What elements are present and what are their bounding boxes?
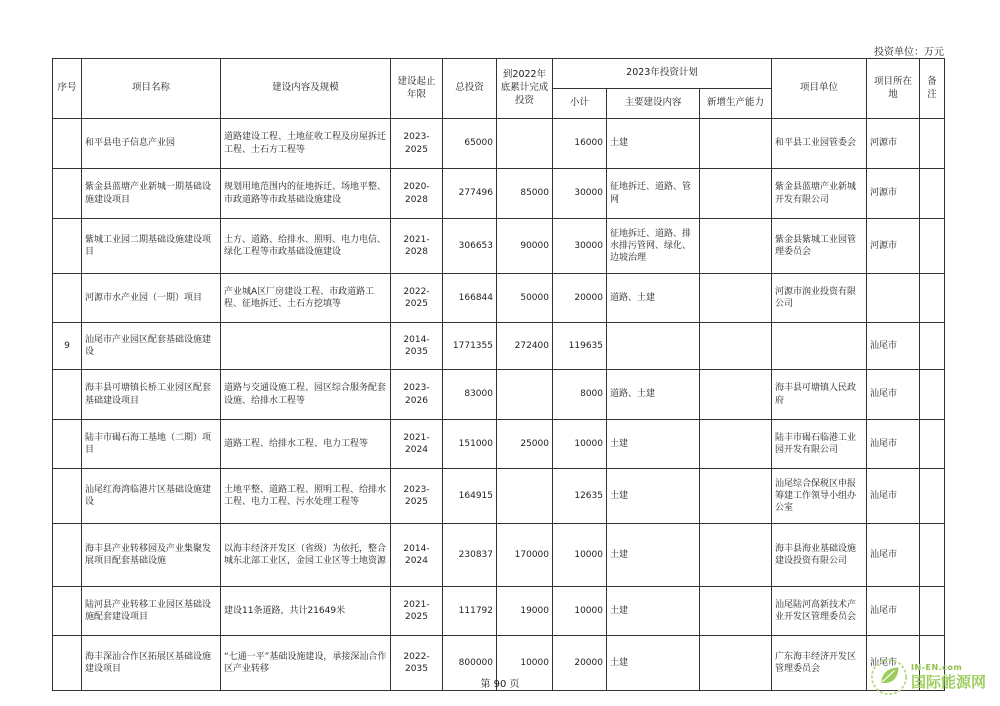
total-cell: 164915 — [443, 469, 497, 524]
investment-unit-label: 投资单位：万元 — [874, 47, 944, 58]
total-cell: 83000 — [443, 370, 497, 420]
subtotal-cell: 30000 — [553, 219, 607, 274]
table-row — [53, 219, 945, 274]
header-unit: 项目单位 — [772, 59, 867, 119]
table-row — [53, 119, 945, 169]
note-cell — [920, 119, 945, 169]
main-content-cell: 征地拆迁、道路、管网 — [607, 169, 700, 219]
main-content-cell — [607, 323, 700, 370]
total-cell: 65000 — [443, 119, 497, 169]
capacity-cell — [700, 219, 772, 274]
table-row — [53, 524, 945, 587]
main-content-cell: 土建 — [607, 524, 700, 587]
location-cell: 汕尾市 — [867, 323, 920, 370]
content-cell: 规划用地范围内的征地拆迁、场地平整、市政道路等市政基础设施建设 — [221, 169, 391, 219]
capacity-cell — [700, 469, 772, 524]
subtotal-cell: 8000 — [553, 370, 607, 420]
note-cell — [920, 420, 945, 469]
completed-cell: 90000 — [497, 219, 553, 274]
header-subtotal: 小计 — [553, 89, 607, 119]
capacity-cell — [700, 169, 772, 219]
name-cell: 陆丰市碣石海工基地（二期）项目 — [82, 420, 221, 469]
total-cell: 306653 — [443, 219, 497, 274]
note-cell — [920, 219, 945, 274]
header-location: 项目所在地 — [867, 59, 920, 119]
note-cell — [920, 587, 945, 636]
name-cell: 海丰县可塘镇长桥工业园区配套基础建设项目 — [82, 370, 221, 420]
leaf-logo-icon — [870, 658, 908, 696]
content-cell: 土地平整、道路工程、照明工程、给排水工程、电力工程、污水处理工程等 — [221, 469, 391, 524]
seq-cell — [53, 587, 82, 636]
unit-cell: 广东海丰经济开发区管理委员会 — [772, 636, 867, 691]
main-content-cell: 土建 — [607, 469, 700, 524]
capacity-cell — [700, 274, 772, 323]
location-cell: 河源市 — [867, 219, 920, 274]
seq-cell — [53, 469, 82, 524]
name-cell: 和平县电子信息产业园 — [82, 119, 221, 169]
main-content-cell: 道路、土建 — [607, 370, 700, 420]
header-plan-2023: 2023年投资计划 — [553, 59, 772, 89]
page-number: 第 90 页 — [480, 679, 520, 690]
years-cell: 2023-2025 — [391, 469, 443, 524]
unit-cell: 陆丰市碣石临港工业园开发有限公司 — [772, 420, 867, 469]
location-cell: 汕尾市 — [867, 469, 920, 524]
watermark — [870, 658, 986, 696]
location-cell: 汕尾市 — [867, 587, 920, 636]
subtotal-cell: 12635 — [553, 469, 607, 524]
unit-cell: 海丰县可塘镇人民政府 — [772, 370, 867, 420]
main-content-cell: 土建 — [607, 420, 700, 469]
completed-cell: 25000 — [497, 420, 553, 469]
unit-cell: 和平县工业园管委会 — [772, 119, 867, 169]
years-cell: 2014-2035 — [391, 323, 443, 370]
subtotal-cell: 20000 — [553, 274, 607, 323]
content-cell: “七通一平”基础设施建设，承接深汕合作区产业转移 — [221, 636, 391, 691]
content-cell: 以海丰经济开发区（省级）为依托，整合城东北部工业区，金园工业区等土地资源 — [221, 524, 391, 587]
capacity-cell — [700, 323, 772, 370]
capacity-cell — [700, 420, 772, 469]
total-cell: 277496 — [443, 169, 497, 219]
seq-cell — [53, 119, 82, 169]
table-body — [53, 119, 945, 691]
seq-cell — [53, 370, 82, 420]
location-cell: 汕尾市 — [867, 636, 920, 691]
location-cell: 汕尾市 — [867, 524, 920, 587]
content-cell: 建设11条道路，共计21649米 — [221, 587, 391, 636]
note-cell — [920, 370, 945, 420]
table-row — [53, 169, 945, 219]
name-cell: 海丰县产业转移园及产业集聚发展项目配套基础设施 — [82, 524, 221, 587]
table-row — [53, 323, 945, 370]
header-seq: 序号 — [53, 59, 82, 119]
table-row — [53, 274, 945, 323]
name-cell: 紫城工业园二期基础设施建设项目 — [82, 219, 221, 274]
header-name: 项目名称 — [82, 59, 221, 119]
location-cell: 河源市 — [867, 169, 920, 219]
years-cell: 2023-2026 — [391, 370, 443, 420]
total-cell: 166844 — [443, 274, 497, 323]
watermark-name: 国际能源网 — [910, 673, 986, 691]
completed-cell: 19000 — [497, 587, 553, 636]
years-cell: 2021-2024 — [391, 420, 443, 469]
completed-cell — [497, 119, 553, 169]
total-cell: 1771355 — [443, 323, 497, 370]
header-main-content: 主要建设内容 — [607, 89, 700, 119]
completed-cell: 272400 — [497, 323, 553, 370]
seq-cell: 9 — [53, 323, 82, 370]
seq-cell — [53, 219, 82, 274]
main-content-cell: 道路、土建 — [607, 274, 700, 323]
unit-cell: 汕尾综合保税区申报筹建工作领导小组办公室 — [772, 469, 867, 524]
unit-cell — [772, 323, 867, 370]
unit-cell: 紫金县蓝塘产业新城开发有限公司 — [772, 169, 867, 219]
subtotal-cell: 119635 — [553, 323, 607, 370]
subtotal-cell: 10000 — [553, 587, 607, 636]
name-cell: 汕尾红海湾临港片区基础设施建设 — [82, 469, 221, 524]
header-years: 建设起止年限 — [391, 59, 443, 119]
watermark-domain: IN-EN.com — [910, 663, 963, 672]
location-cell — [867, 274, 920, 323]
note-cell — [920, 169, 945, 219]
content-cell: 产业城A区厂房建设工程、市政道路工程、征地拆迁、土石方挖填等 — [221, 274, 391, 323]
completed-cell: 10000 — [497, 636, 553, 691]
total-cell: 111792 — [443, 587, 497, 636]
unit-cell: 河源市润业投资有限公司 — [772, 274, 867, 323]
years-cell: 2023-2025 — [391, 119, 443, 169]
seq-cell — [53, 524, 82, 587]
table-row — [53, 420, 945, 469]
subtotal-cell: 10000 — [553, 524, 607, 587]
unit-cell: 海丰县海业基础设施建设投资有限公司 — [772, 524, 867, 587]
capacity-cell — [700, 524, 772, 587]
table-row — [53, 370, 945, 420]
subtotal-cell: 20000 — [553, 636, 607, 691]
header-content: 建设内容及规模 — [221, 59, 391, 119]
years-cell: 2021-2025 — [391, 587, 443, 636]
unit-cell: 汕尾陆河高新技术产业开发区管理委员会 — [772, 587, 867, 636]
name-cell: 河源市水产业园（一期）项目 — [82, 274, 221, 323]
main-content-cell: 土建 — [607, 587, 700, 636]
header-completed: 到2022年底累计完成投资 — [497, 59, 553, 119]
subtotal-cell: 10000 — [553, 420, 607, 469]
seq-cell — [53, 420, 82, 469]
content-cell: 道路工程、给排水工程、电力工程等 — [221, 420, 391, 469]
header-new-capacity: 新增生产能力 — [700, 89, 772, 119]
total-cell: 230837 — [443, 524, 497, 587]
total-cell: 800000 — [443, 636, 497, 691]
capacity-cell — [700, 587, 772, 636]
years-cell: 2020-2028 — [391, 169, 443, 219]
name-cell: 紫金县蓝塘产业新城一期基础设施建设项目 — [82, 169, 221, 219]
subtotal-cell: 30000 — [553, 169, 607, 219]
header-note: 备注 — [920, 59, 945, 119]
table-row — [53, 587, 945, 636]
location-cell: 河源市 — [867, 119, 920, 169]
seq-cell — [53, 274, 82, 323]
unit-cell: 紫金县紫城工业园管理委员会 — [772, 219, 867, 274]
seq-cell — [53, 169, 82, 219]
completed-cell: 85000 — [497, 169, 553, 219]
header-total: 总投资 — [443, 59, 497, 119]
table-row — [53, 469, 945, 524]
capacity-cell — [700, 119, 772, 169]
location-cell: 汕尾市 — [867, 370, 920, 420]
completed-cell: 170000 — [497, 524, 553, 587]
years-cell: 2022-2025 — [391, 274, 443, 323]
main-content-cell: 土建 — [607, 636, 700, 691]
investment-table — [52, 58, 945, 691]
content-cell: 土方、道路、给排水、照明、电力电信、绿化工程等市政基础设施建设 — [221, 219, 391, 274]
years-cell: 2021-2028 — [391, 219, 443, 274]
note-cell — [920, 469, 945, 524]
years-cell: 2022-2035 — [391, 636, 443, 691]
subtotal-cell: 16000 — [553, 119, 607, 169]
completed-cell: 50000 — [497, 274, 553, 323]
main-content-cell: 土建 — [607, 119, 700, 169]
name-cell: 汕尾市产业园区配套基础设施建设 — [82, 323, 221, 370]
capacity-cell — [700, 370, 772, 420]
completed-cell — [497, 469, 553, 524]
name-cell: 陆河县产业转移工业园区基础设施配套建设项目 — [82, 587, 221, 636]
years-cell: 2014-2024 — [391, 524, 443, 587]
note-cell — [920, 524, 945, 587]
name-cell: 海丰深汕合作区拓展区基础设施建设项目 — [82, 636, 221, 691]
note-cell — [920, 323, 945, 370]
main-content-cell: 征地拆迁、道路、排水排污管网、绿化、边坡治理 — [607, 219, 700, 274]
note-cell — [920, 274, 945, 323]
content-cell — [221, 323, 391, 370]
total-cell: 151000 — [443, 420, 497, 469]
location-cell: 汕尾市 — [867, 420, 920, 469]
completed-cell — [497, 370, 553, 420]
content-cell: 道路建设工程、土地征收工程及房屋拆迁工程、土石方工程等 — [221, 119, 391, 169]
content-cell: 道路与交通设施工程、园区综合服务配套设施、给排水工程等 — [221, 370, 391, 420]
